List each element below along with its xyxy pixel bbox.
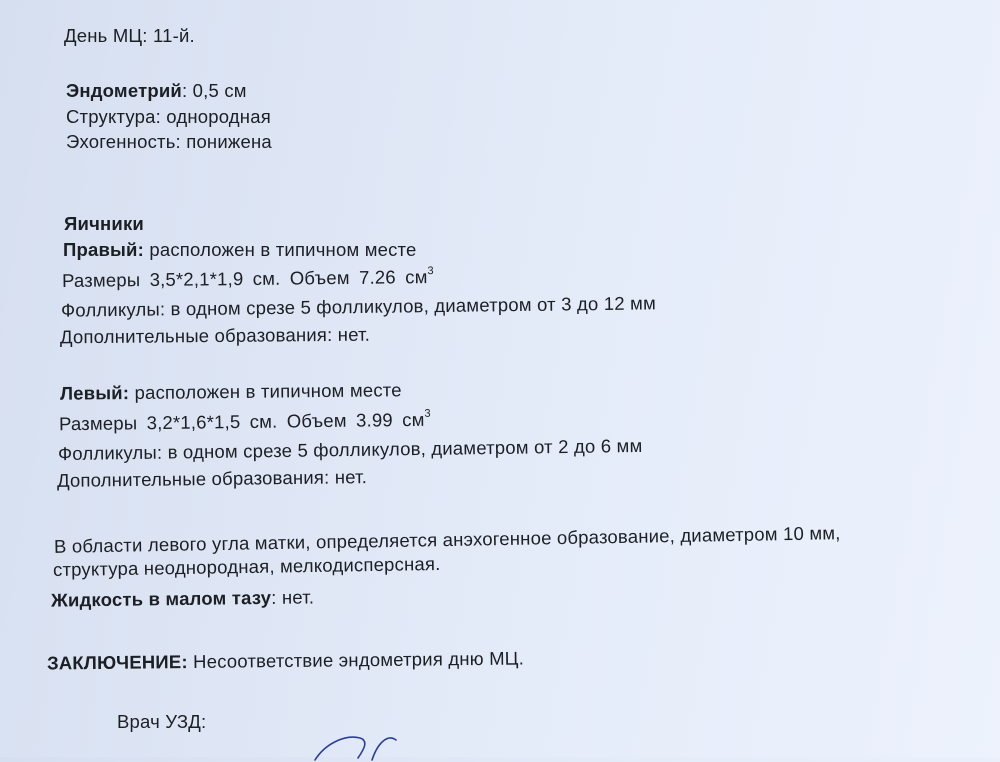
endometrium-line — [66, 80, 247, 102]
fluid-label: Жидкость в малом тазу — [50, 586, 272, 611]
right-ovary-line — [63, 239, 417, 261]
doctor-label: Врач УЗД: — [117, 711, 207, 732]
conclusion-value: Несоответствие эндометрия дню МЦ. — [187, 647, 525, 673]
left-size-text: Размеры 3,2*1,6*1,5 см. Объем 3.99 см — [58, 408, 425, 435]
endometrium-value: : 0,5 см — [181, 80, 247, 101]
fluid-value: : нет. — [271, 586, 315, 608]
right-ovary-size — [62, 265, 434, 292]
finding-line-2: структура неоднородная, мелкодисперсная. — [52, 552, 441, 581]
right-ovary-location: расположен в типичном месте — [144, 239, 417, 260]
left-ovary-additional: Дополнительные образования: нет. — [56, 466, 368, 491]
conclusion-label: ЗАКЛЮЧЕНИЕ: — [46, 651, 188, 674]
signature-icon — [300, 722, 450, 762]
right-size-unit-sup: 3 — [427, 265, 434, 278]
left-ovary-follicles: Фолликулы: в одном срезе 5 фолликулов, диаметром от 2 до 6 мм — [57, 434, 643, 465]
right-ovary-follicles: Фолликулы: в одном срезе 5 фолликулов, диаметром от 3 до 12 мм — [60, 292, 657, 321]
fluid-line — [51, 586, 314, 611]
endometrium-structure: Структура: однородная — [66, 106, 271, 127]
right-ovary-additional: Дополнительные образования: нет. — [59, 323, 371, 348]
left-ovary-size — [59, 408, 431, 436]
ovaries-heading-text: Яичники — [64, 213, 144, 234]
right-ovary-label: Правый: — [63, 239, 144, 260]
cycle-day: День МЦ: 11-й. — [64, 25, 195, 46]
conclusion-line — [47, 648, 524, 675]
left-ovary-location: расположен в типичном месте — [129, 379, 402, 404]
left-ovary-label: Левый: — [59, 382, 130, 404]
finding-line-1: В области левого угла матки, определяется анэхогенное образование, диаметром 10 мм, — [53, 522, 841, 557]
ovaries-heading — [64, 213, 144, 235]
endometrium-label: Эндометрий — [66, 80, 182, 101]
left-size-unit-sup: 3 — [424, 407, 431, 420]
endometrium-echogenicity: Эхогенность: понижена — [66, 131, 272, 152]
right-size-text: Размеры 3,5*2,1*1,9 см. Объем 7.26 см — [61, 266, 428, 291]
left-ovary-line — [60, 379, 402, 405]
